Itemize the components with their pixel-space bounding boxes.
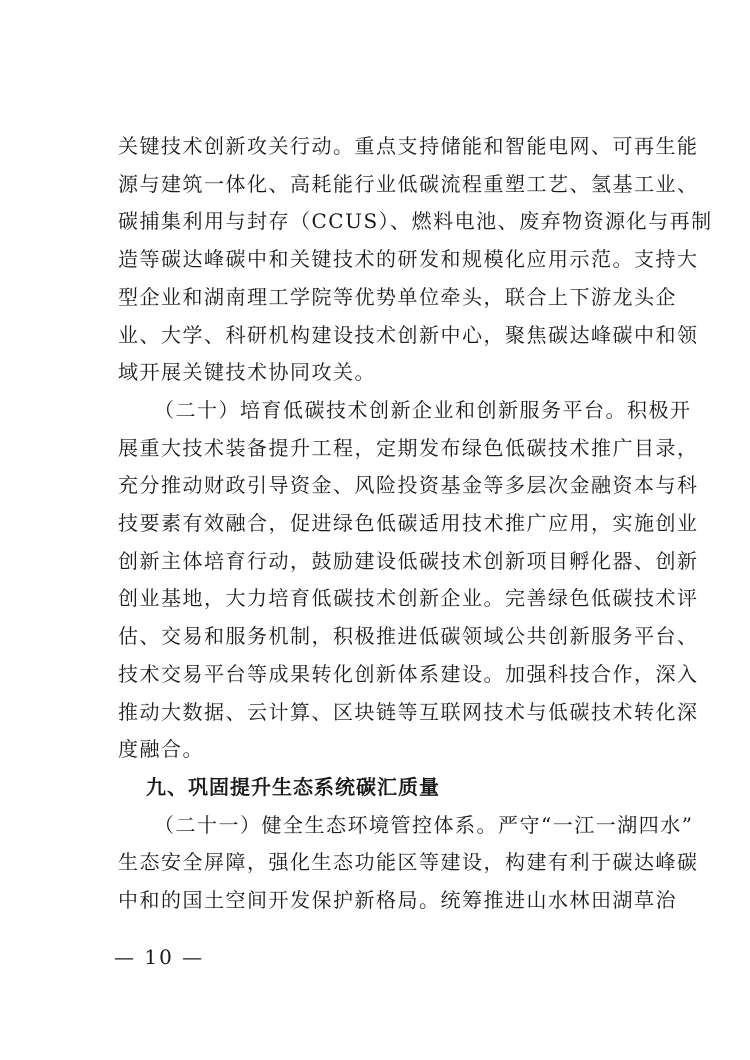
text-line: 源与建筑一体化、高耗能行业低碳流程重塑工艺、氢基工业、 <box>118 172 699 196</box>
text-line: 创新主体培育行动，鼓励建设低碳技术创新项目孵化器、创新 <box>118 549 699 573</box>
text-line: 关键技术创新攻关行动。重点支持储能和智能电网、可再生能 <box>118 134 699 158</box>
text-line: 创业基地，大力培育低碳技术创新企业。完善绿色低碳技术评 <box>118 586 699 610</box>
text-line: 估、交易和服务机制，积极推进低碳领域公共创新服务平台、 <box>118 624 699 648</box>
text-line: 展重大技术装备提升工程，定期发布绿色低碳技术推广目录， <box>118 436 699 460</box>
text-line: 中和的国土空间开发保护新格局。统筹推进山水林田湖草治 <box>118 888 677 912</box>
text-line: 业、大学、科研机构建设技术创新中心，聚焦碳达峰碳中和领 <box>118 323 699 347</box>
text-line: 充分推动财政引导资金、风险投资基金等多层次金融资本与科 <box>118 473 699 497</box>
text-line: 生态安全屏障，强化生态功能区等建设，构建有利于碳达峰碳 <box>118 850 699 874</box>
text-line: 造等碳达峰碳中和关键技术的研发和规模化应用示范。支持大 <box>118 247 699 271</box>
text-line: 技术交易平台等成果转化创新体系建设。加强科技合作，深入 <box>118 662 699 686</box>
page-number: — 10 — <box>114 945 205 969</box>
text-line: 技要素有效融合，促进绿色低碳适用技术推广应用，实施创业 <box>118 511 699 535</box>
text-line: 度融合。 <box>118 737 204 761</box>
text-line: 型企业和湖南理工学院等优势单位牵头，联合上下游龙头企 <box>118 285 677 309</box>
text-line: 碳捕集利用与封存（CCUS）、燃料电池、废弃物资源化与再制 <box>118 209 713 233</box>
paragraph-start-line: （二十）培育低碳技术创新企业和创新服务平台。积极开 <box>154 398 692 422</box>
text-line: 推动大数据、云计算、区块链等互联网技术与低碳技术转化深 <box>118 700 699 724</box>
paragraph-start-line: （二十一）健全生态环境管控体系。严守“一江一湖四水” <box>154 813 694 837</box>
section-heading: 九、巩固提升生态系统碳汇质量 <box>146 775 440 799</box>
text-line: 域开展关键技术协同攻关。 <box>118 360 376 384</box>
